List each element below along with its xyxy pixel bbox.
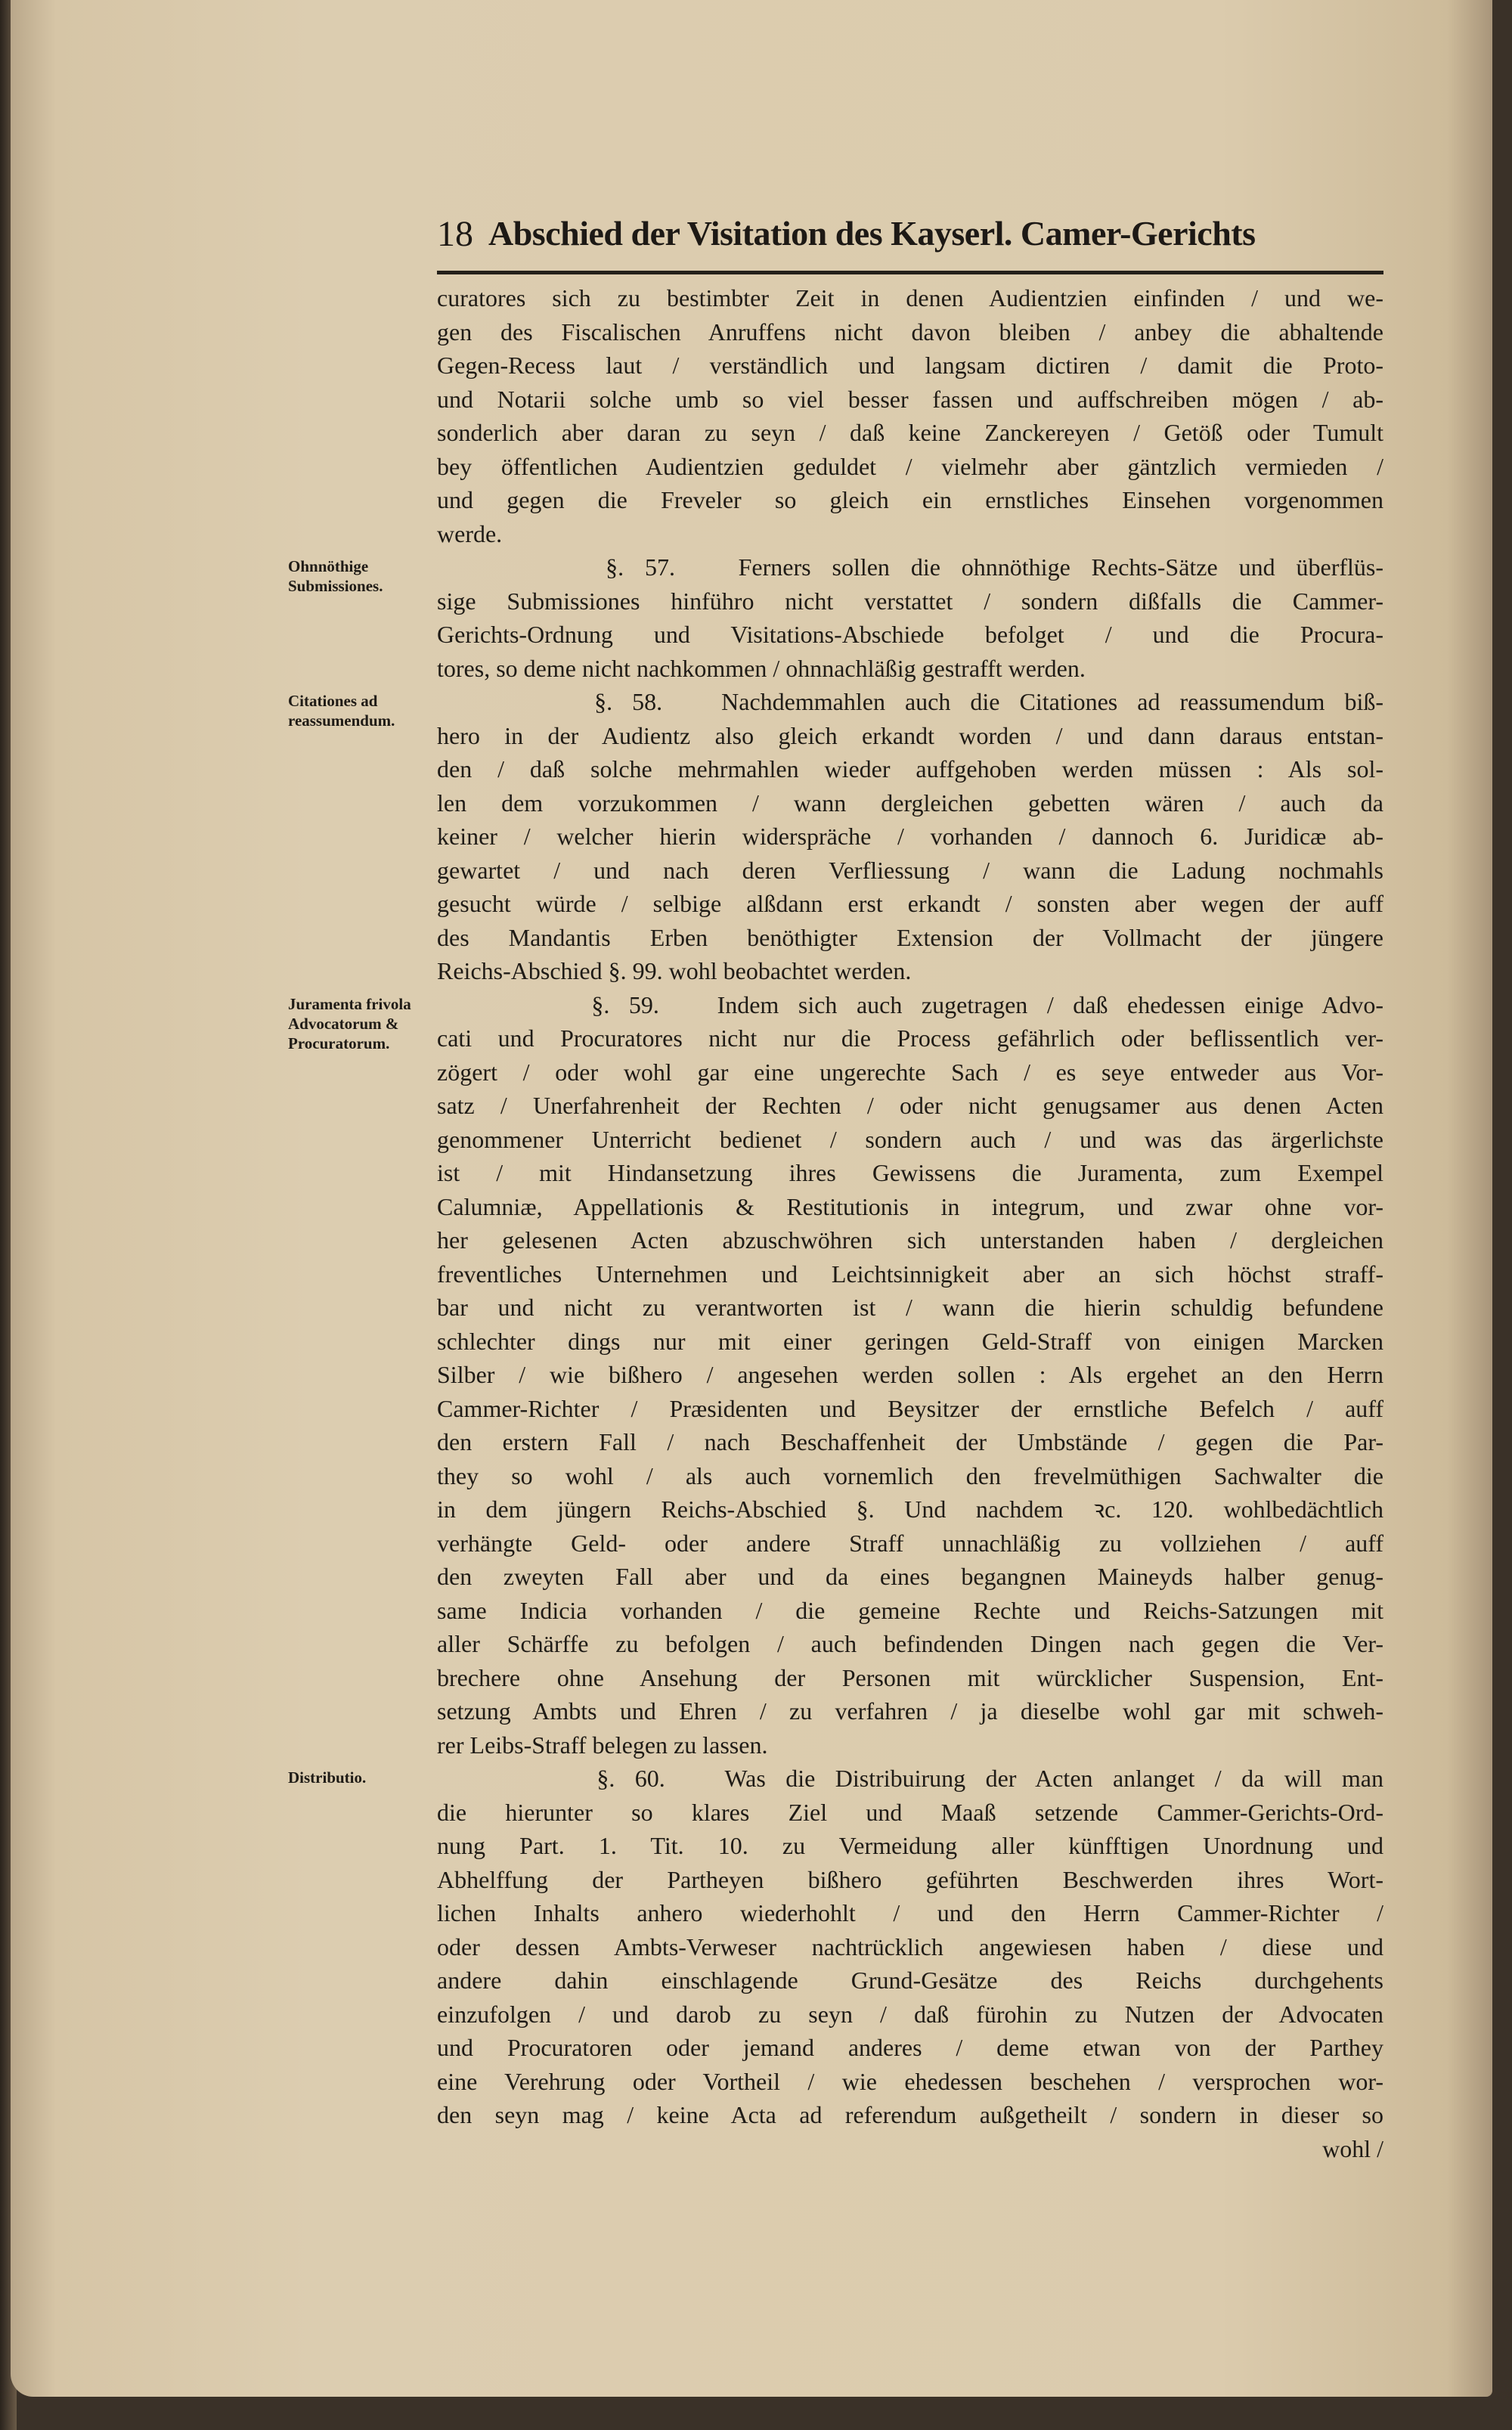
text-line: sonderlich aber daran zu seyn / daß keine Zanckereyen / Getöß oder Tumult — [437, 419, 1383, 446]
text-line: §. 60. Was die Distribuirung der Acten anlanget / da will man — [437, 1765, 1383, 1792]
margin-note: Distributio. — [288, 1768, 367, 1787]
text-line: §. 59. Indem sich auch zugetragen / daß ehedessen einige Advo- — [437, 990, 1383, 1018]
text-line: gewartet / und nach deren Verfliessung / wann die Ladung nochmahls — [437, 856, 1383, 884]
text-line: werde. — [437, 519, 503, 547]
header-rule — [437, 271, 1383, 274]
text-line: Reichs-Abschied §. 99. wohl beobachtet werden. — [437, 957, 912, 984]
text-line: zögert / oder wohl gar eine ungerechte Sach / es seye entweder aus Vor- — [437, 1058, 1383, 1086]
text-line: aller Schärffe zu befolgen / auch befindenden Dingen nach gegen die Ver- — [437, 1630, 1383, 1657]
text-line: §. 58. Nachdemmahlen auch die Citationes ad reassumendum biß- — [437, 688, 1383, 715]
text-line: tores, so deme nicht nachkommen / ohnnachläßig gestrafft werden. — [437, 654, 1086, 682]
text-line: den erstern Fall / nach Beschaffenheit der Umbstände / gegen die Par- — [437, 1428, 1383, 1455]
text-line: brechere ohne Ansehung der Personen mit würcklicher Suspension, Ent- — [437, 1663, 1383, 1691]
text-line: und Procuratoren oder jemand anderes / deme etwan von der Parthey — [437, 2034, 1383, 2061]
text-line: Silber / wie bißhero / angesehen werden sollen : Als ergehet an den Herrn — [437, 1361, 1383, 1388]
text-line: they so wohl / als auch vornemlich den frevelmüthigen Sachwalter die — [437, 1461, 1383, 1489]
page-number: 18 — [437, 214, 473, 254]
text-line: len dem vorzukommen / wann dergleichen gebetten wären / auch da — [437, 789, 1383, 817]
margin-note: Citationes ad reassumendum. — [288, 692, 395, 730]
text-line: gesucht würde / selbige alßdann erst erkandt / sonsten aber wegen der auff — [437, 890, 1383, 917]
body-text — [437, 281, 1383, 2165]
text-line: in dem jüngern Reichs-Abschied §. Und nachdem ꝛc. 120. wohlbedächtlich — [437, 1496, 1383, 1523]
text-line: same Indicia vorhanden / die gemeine Rechte und Reichs-Satzungen mit — [437, 1596, 1383, 1624]
text-line: und gegen die Freveler so gleich ein ernstliches Einsehen vorgenommen — [437, 486, 1383, 513]
text-line: gen des Fiscalischen Anruffens nicht davon bleiben / anbey die abhaltende — [437, 318, 1383, 346]
text-line: oder dessen Ambts-Verweser nachtrücklich angewiesen haben / diese und — [437, 1933, 1383, 1960]
text-line: verhängte Geld- oder andere Straff unnachläßig zu vollziehen / auff — [437, 1529, 1383, 1557]
text-line: ist / mit Hindansetzung ihres Gewissens die Juramenta, zum Exempel — [437, 1159, 1383, 1186]
text-line: lichen Inhalts anhero wiederhohlt / und den Herrn Cammer-Richter / — [437, 1899, 1383, 1926]
text-line: bar und nicht zu verantworten ist / wann die hierin schuldig befundene — [437, 1294, 1383, 1321]
text-line: einzufolgen / und darob zu seyn / daß fürohin zu Nutzen der Advocaten — [437, 2000, 1383, 2028]
text-line: den / daß solche mehrmahlen wieder auffgehoben werden müssen : Als sol- — [437, 755, 1383, 783]
text-line: nung Part. 1. Tit. 10. zu Vermeidung aller künfftigen Unordnung und — [437, 1832, 1383, 1859]
running-title: Abschied der Visitation des Kayserl. Camer-Gerichts — [488, 214, 1256, 253]
text-line: sige Submissiones hinführo nicht verstattet / sondern dißfalls die Cammer- — [437, 587, 1383, 615]
text-line: eine Verehrung oder Vortheil / wie ehedessen beschehen / versprochen wor- — [437, 2067, 1383, 2095]
text-line: cati und Procuratores nicht nur die Process gefährlich oder beflissentlich ver- — [437, 1024, 1383, 1052]
text-line: Gerichts-Ordnung und Visitations-Abschiede befolget / und die Procura- — [437, 621, 1383, 648]
text-line: und Notarii solche umb so viel besser fassen und auffschreiben mögen / ab- — [437, 385, 1383, 413]
text-line: rer Leibs-Straff belegen zu lassen. — [437, 1731, 768, 1759]
text-line: freventliches Unternehmen und Leichtsinnigkeit aber an sich höchst straff- — [437, 1260, 1383, 1288]
text-line: setzung Ambts und Ehren / zu verfahren / ja dieselbe wohl gar mit schweh- — [437, 1697, 1383, 1725]
margin-note: Juramenta frivola Advocatorum & Procuratorum. — [288, 994, 411, 1052]
text-line: bey öffentlichen Audientzien geduldet / vielmehr aber gäntzlich vermieden / — [437, 452, 1383, 480]
text-line: her gelesenen Acten abzuschwöhren sich unterstanden haben / dergleichen — [437, 1226, 1383, 1254]
text-line: Calumniæ, Appellationis & Restitutionis in integrum, und zwar ohne vor- — [437, 1192, 1383, 1220]
text-line: hero in der Audientz also gleich erkandt worden / und dann daraus entstan- — [437, 721, 1383, 749]
text-line: des Mandantis Erben benöthigter Extension der Vollmacht der jüngere — [437, 923, 1383, 951]
text-line: Gegen-Recess laut / verständlich und langsam dictiren / damit die Proto- — [437, 352, 1383, 379]
text-line: keiner / welcher hierin widerspräche / vorhanden / dannoch 6. Juridicæ ab- — [437, 823, 1383, 850]
text-line: Cammer-Richter / Præsidenten und Beysitzer der ernstliche Befelch / auff — [437, 1394, 1383, 1422]
text-line: die hierunter so klares Ziel und Maaß setzende Cammer-Gerichts-Ord- — [437, 1798, 1383, 1826]
running-header — [437, 213, 1383, 259]
text-line: Abhelffung der Partheyen bißhero geführten Beschwerden ihres Wort- — [437, 1865, 1383, 1893]
text-line: §. 57. Ferners sollen die ohnnöthige Rechts-Sätze und überflüs- — [437, 553, 1383, 581]
text-line: satz / Unerfahrenheit der Rechten / oder nicht genugsamer aus denen Acten — [437, 1092, 1383, 1119]
text-line: wohl / — [1322, 2134, 1383, 2162]
text-line: curatores sich zu bestimbter Zeit in denen Audientzien einfinden / und we- — [437, 284, 1383, 311]
text-line: schlechter dings nur mit einer geringen Geld-Straff von einigen Marcken — [437, 1327, 1383, 1355]
text-line: den seyn mag / keine Acta ad referendum außgetheilt / sondern in dieser so — [437, 2101, 1383, 2128]
text-line: andere dahin einschlagende Grund-Gesätze des Reichs durchgehents — [437, 1967, 1383, 1994]
text-line: den zweyten Fall aber und da eines begangnen Maineyds halber genug- — [437, 1563, 1383, 1590]
text-line: genommener Unterricht bedienet / sondern auch / und was das ärgerlichste — [437, 1125, 1383, 1153]
margin-note: Ohnnöthige Submissiones. — [288, 557, 383, 595]
